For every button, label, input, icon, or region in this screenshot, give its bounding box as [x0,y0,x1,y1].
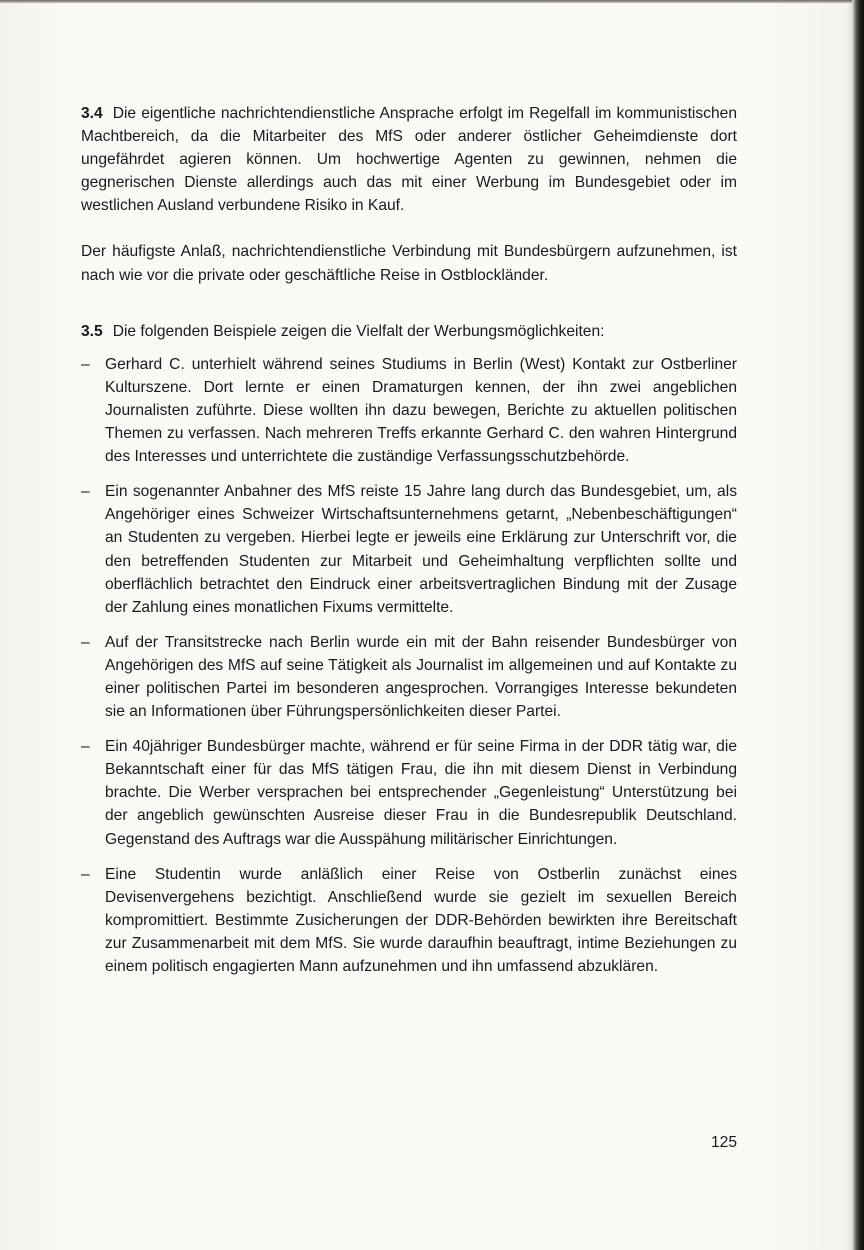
list-item [81,353,737,468]
list-item [81,631,737,723]
page-top-edge [0,0,864,3]
section-3-4-text-1: Die eigentliche nachrichtendienstliche Ansprache erfolgt im Regelfall im kommunistischen Machtbereich, da die Mitarbeiter des MfS oder anderer östlicher Geheimdienste dort ungefährdet agieren können. Um hochwertige Agenten zu gewinnen, nehmen die gegnerischen Dienste allerdings auch das mit einer Werbung im Bundesgebiet oder im westlichen Ausland verbundene Risiko in Kauf. [81,105,737,215]
bullet-dash: – [81,633,90,651]
section-number-3-4: 3.4 [81,105,103,122]
examples-list [81,353,737,978]
bullet-dash: – [81,483,90,501]
section-number-3-5: 3.5 [81,322,103,340]
section-3-4-paragraph-2: Der häufigste Anlaß, nachrichtendienstliche Verbindung mit Bundesbürgern aufzunehmen, ist nach wie vor die private oder geschäftliche Reise in Ostblockländer. [81,243,737,284]
section-3-5-intro-text: Die folgenden Beispiele zeigen die Vielfalt der Werbungsmöglichkeiten: [112,322,605,340]
bullet-dash: – [81,355,90,373]
list-item [81,480,737,619]
bullet-dash: – [81,865,90,883]
list-item-text: Ein 40jähriger Bundesbürger machte, während er für seine Firma in der DDR tätig war, die Bekanntschaft einer für das MfS tätigen Frau, die ihn mit diesem Dienst in Verbindung brachte. Die Werber versprachen bei entsprechender „Gegenleistung“ Unterstützung bei der angeblich gewünschten Ausreise dieser Frau in die Bundesrepublik Deutschland. Gegenstand des Auftrags war die Ausspähung militärischer Einrichtungen. [105,738,737,848]
list-item [81,863,737,978]
book-spine-edge [852,0,864,1250]
list-item-text: Eine Studentin wurde anläßlich einer Reise von Ostberlin zunächst eines Devisenvergehens bezichtigt. Anschließend wurde sie gezielt im sexuellen Bereich kompromittiert. Bestimmte Zusicherungen der DDR-Behörden bewirkten ihre Bereitschaft zur Zusammenarbeit mit dem MfS. Sie wurde daraufhin beauftragt, intime Beziehungen zu einem politisch engagierten Mann aufzunehmen und ihn umfassend abzuklären. [105,865,737,975]
page-body [81,102,737,990]
list-item-text: Auf der Transitstrecke nach Berlin wurde ein mit der Bahn reisender Bundesbürger von Angehörigen des MfS auf seine Tätigkeit als Journalist im allgemeinen und auf Kontakte zu einer politischen Partei im besonderen angesprochen. Vorrangiges Interesse bekundeten sie an Informationen über Führungspersönlichkeiten dieser Partei. [105,633,737,721]
page-number: 125 [710,1134,737,1151]
section-3-5-intro [81,320,737,343]
list-item-text: Gerhard C. unterhielt während seines Studiums in Berlin (West) Kontakt zur Ostberliner Kulturszene. Dort lernte er einen Dramaturgen kennen, der ihn zwei angeblichen Journalisten zuführte. Diese wollten ihn dazu bewegen, Berichte zu aktuellen politischen Themen zu verfassen. Nach mehreren Treffs erkannte Gerhard C. den wahren Hintergrund des Interesses und unterrichtete die zuständige Verfassungsschutzbehörde. [105,355,737,466]
section-3-4-paragraph-1 [81,102,737,217]
list-item [81,735,737,850]
bullet-dash: – [81,738,90,756]
list-item-text: Ein sogenannter Anbahner des MfS reiste 15 Jahre lang durch das Bundesgebiet, um, als Angehöriger eines Schweizer Wirtschaftsunternehmens getarnt, „Nebenbeschäftigungen“ an Studenten zu vergeben. Hierbei legte er jeweils eine Erklärung zur Unterschrift vor, die den betreffenden Studenten zur Mitarbeit und Geheimhaltung verpflichten sollte und oberflächlich betrachtet den Eindruck einer arbeitsvertraglichen Bindung mit der Zusage der Zahlung eines monatlichen Fixums vermittelte. [105,483,737,616]
